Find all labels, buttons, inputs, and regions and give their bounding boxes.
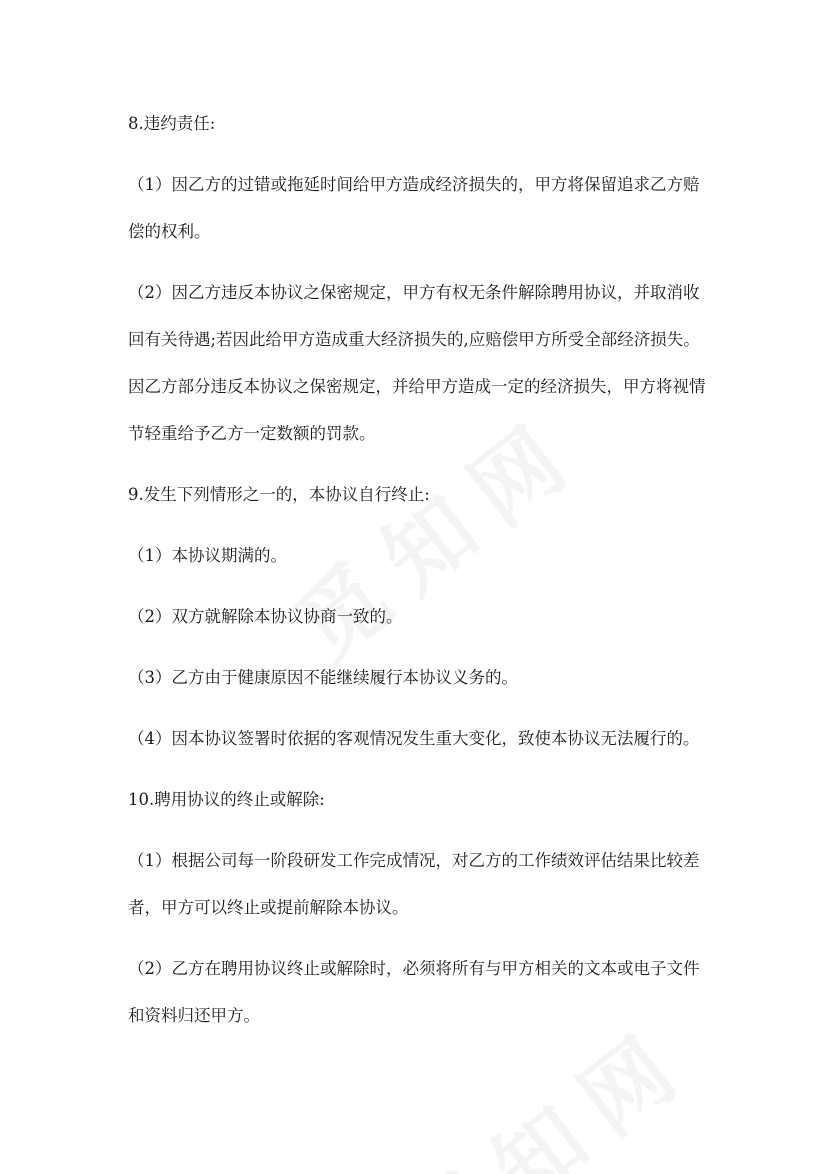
section-heading-8: 8.违约责任: — [128, 114, 216, 133]
clause-line: 节轻重给予乙方一定数额的罚款。 — [128, 424, 376, 443]
clause-line: （2）乙方在聘用协议终止或解除时，必须将所有与甲方相关的文本或电子文件 — [128, 959, 700, 978]
clause-line: 者，甲方可以终止或提前解除本协议。 — [128, 898, 409, 917]
clause-line: 回有关待遇;若因此给甲方造成重大经济损失的,应赔偿甲方所受全部经济损失。 — [128, 330, 700, 349]
clause-line: （2）因乙方违反本协议之保密规定，甲方有权无条件解除聘用协议，并取消收 — [128, 283, 700, 302]
clause-9-2: （2）双方就解除本协议协商一致的。 — [128, 607, 403, 626]
clause-line: （1）根据公司每一阶段研发工作完成情况，对乙方的工作绩效评估结果比较差 — [128, 851, 700, 870]
document-body — [128, 100, 708, 1039]
clause-10-2 — [128, 945, 708, 1039]
clause-9-4: （4）因本协议签署时依据的客观情况发生重大变化，致使本协议无法履行的。 — [128, 729, 700, 748]
clause-line: 和资料归还甲方。 — [128, 1006, 260, 1025]
clause-line: 因乙方部分违反本协议之保密规定，并给甲方造成一定的经济损失，甲方将视情 — [128, 377, 706, 396]
clause-8-2 — [128, 269, 708, 457]
clause-8-1 — [128, 161, 708, 255]
clause-9-1: （1）本协议期满的。 — [128, 546, 287, 565]
clause-10-1 — [128, 837, 708, 931]
clause-line: （1）因乙方的过错或拖延时间给甲方造成经济损失的，甲方将保留追求乙方赔 — [128, 175, 700, 194]
clause-9-3: （3）乙方由于健康原因不能继续履行本协议义务的。 — [128, 668, 518, 687]
section-heading-9: 9.发生下列情形之一的，本协议自行终止: — [128, 485, 430, 504]
clause-line: 偿的权利。 — [128, 222, 211, 241]
section-heading-10: 10.聘用协议的终止或解除: — [128, 790, 325, 809]
